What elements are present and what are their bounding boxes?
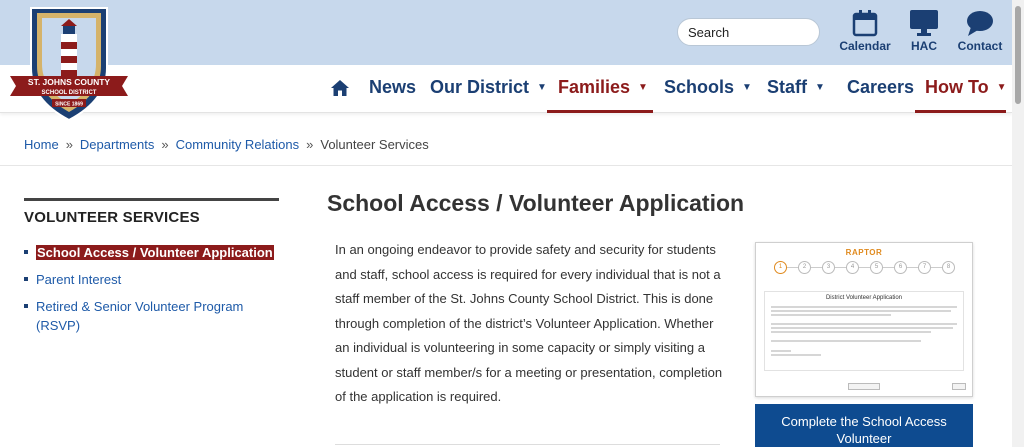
divider <box>335 444 720 445</box>
nav-staff[interactable]: Staff ▼ <box>767 77 825 97</box>
preview-card-title: District Volunteer Application <box>825 295 903 301</box>
caret-down-icon: ▼ <box>638 82 648 93</box>
breadcrumb <box>24 137 429 152</box>
caret-down-icon: ▼ <box>742 82 752 93</box>
monitor-icon <box>909 9 939 37</box>
intro-paragraph: In an ongoing endeavor to provide safety and security for students and staff, school access is required for every individual that is not a staff member of the St. Johns County School District. This is done through completion of the district’s Volunteer Application. Whether an individual is volunteering in some capacity or simply visiting a student or staff member/s for a meeting or presentation, completion of the application is required. <box>335 242 723 404</box>
breadcrumb-home[interactable]: Home <box>24 137 59 152</box>
sidebar-title: VOLUNTEER SERVICES <box>24 209 200 226</box>
logo-banner: SINCE 1869 <box>55 101 83 108</box>
hac-link[interactable] <box>894 9 954 53</box>
step-indicator: 6 <box>894 261 907 274</box>
progress-steps <box>774 261 956 275</box>
page-title: School Access / Volunteer Application <box>327 190 745 216</box>
step-indicator: 7 <box>918 261 931 274</box>
breadcrumb-current: Volunteer Services <box>320 137 429 152</box>
breadcrumb-departments[interactable]: Departments <box>79 137 155 152</box>
complete-application-button[interactable]: Complete the School Access Volunteer <box>755 404 973 447</box>
sidebar-rule <box>24 198 279 201</box>
chat-bubble-icon <box>965 9 995 37</box>
nav-how-to[interactable]: How To ▼ <box>915 77 1006 113</box>
caret-down-icon: ▼ <box>996 82 1007 93</box>
nav-families[interactable]: Families ▼ <box>547 77 653 113</box>
calendar-link[interactable] <box>835 9 895 53</box>
step-indicator: 8 <box>942 261 955 274</box>
search-input[interactable] <box>677 18 820 46</box>
contact-label: Contact <box>957 39 1003 53</box>
main-nav <box>0 65 1012 113</box>
logo-text-bottom: SCHOOL DISTRICT <box>41 90 97 96</box>
breadcrumb-community-relations[interactable]: Community Relations <box>175 137 300 152</box>
divider <box>0 165 1012 166</box>
preview-card <box>764 291 964 371</box>
breadcrumb-separator: » <box>306 137 314 152</box>
sidebar-item-rsvp[interactable]: Retired & Senior Volunteer Program (RSVP) <box>24 297 274 335</box>
application-preview-image <box>755 242 973 397</box>
step-indicator: 5 <box>870 261 883 274</box>
step-indicator: 1 <box>774 261 787 274</box>
sidebar-item-parent-interest[interactable]: Parent Interest <box>24 270 274 289</box>
nav-schools[interactable]: Schools ▼ <box>664 77 752 97</box>
hac-label: HAC <box>911 39 937 53</box>
nav-news[interactable]: News <box>369 77 417 97</box>
step-indicator: 2 <box>798 261 811 274</box>
calendar-icon <box>852 9 878 37</box>
calendar-label: Calendar <box>839 39 891 53</box>
step-indicator: 3 <box>822 261 835 274</box>
scrollbar-thumb[interactable] <box>1015 6 1021 104</box>
home-icon[interactable] <box>330 79 350 97</box>
breadcrumb-separator: » <box>65 137 73 152</box>
utility-bar <box>0 0 1012 65</box>
preview-button <box>952 383 966 390</box>
nav-our-district[interactable]: Our District ▼ <box>430 77 547 97</box>
step-indicator: 4 <box>846 261 859 274</box>
breadcrumb-separator: » <box>161 137 169 152</box>
district-logo[interactable] <box>8 4 130 124</box>
nav-careers[interactable]: Careers <box>847 77 915 97</box>
preview-button <box>848 383 880 390</box>
logo-text-top: ST. JOHNS COUNTY <box>27 77 111 87</box>
caret-down-icon: ▼ <box>815 82 825 93</box>
raptor-logo: RAPTOR <box>845 248 883 257</box>
sidebar-nav <box>24 243 274 343</box>
contact-link[interactable] <box>950 9 1010 53</box>
sidebar-item-school-access[interactable]: School Access / Volunteer Application <box>24 243 274 262</box>
caret-down-icon: ▼ <box>537 82 547 93</box>
